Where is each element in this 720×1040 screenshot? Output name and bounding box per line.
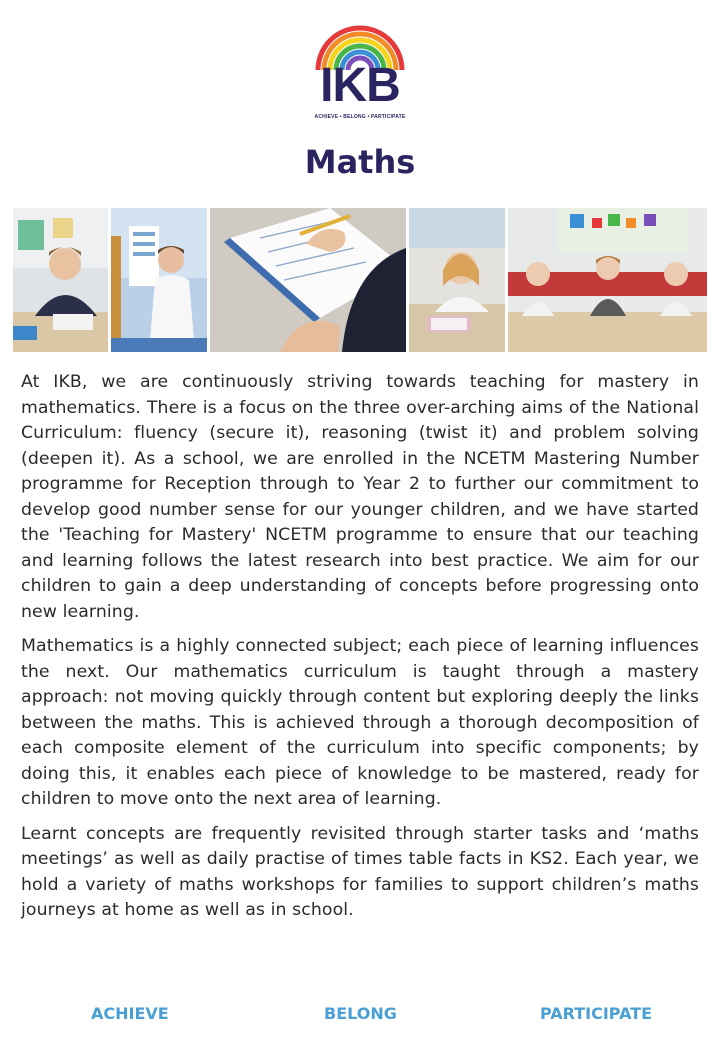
paragraph-curriculum: Mathematics is a highly connected subject; each piece of learning influences the next. Our mathematics curriculum is taught through a mastery approach: not moving quickly through content but exploring deeply the links between the maths. This is achieved through a thorough decomposition of each composite element of the curriculum into specific components; by doing this, it enables each piece of knowledge to be mastered, ready for children to move onto the next area of learning. <box>21 636 699 809</box>
photo-strip <box>13 208 707 352</box>
paragraph-intro: At IKB, we are continuously striving towards teaching for mastery in mathematics. There is a focus on the three over-arching aims of the National Curriculum: fluency (secure it), reasoning (twist it) and problem solving (deepen it). As a school, we are enrolled in the NCETM Mastering Number programme for Reception through to Year 2 to further our commitment to develop good number sense for our younger children, and we have started the 'Teaching for Mastery' NCETM programme to ensure that our teaching and learning follows the latest research into best practice. We aim for our children to gain a deep understanding of concepts before progressing onto new learning. <box>21 372 699 622</box>
page-title: Maths <box>304 143 416 181</box>
photo-boy-at-board <box>111 208 207 352</box>
photo-girl-reading <box>409 208 505 352</box>
logo-wordmark: IKB <box>320 59 400 112</box>
footer-participate: PARTICIPATE <box>540 1004 653 1023</box>
logo-tagline: ACHIEVE • BELONG • PARTICIPATE <box>314 114 406 120</box>
body-text <box>21 370 699 933</box>
footer-achieve: ACHIEVE <box>91 1004 169 1023</box>
school-logo <box>310 22 410 127</box>
footer-belong: BELONG <box>324 1004 397 1023</box>
photo-group-at-table <box>508 208 707 352</box>
photo-boy-writing <box>13 208 108 352</box>
photo-pencil-worksheet <box>210 208 406 352</box>
footer-values <box>0 1004 720 1028</box>
paragraph-revisiting: Learnt concepts are frequently revisited through starter tasks and ‘maths meetings’ as well as daily practise of times table facts in KS2. Each year, we hold a variety of maths workshops for families to support children’s maths journeys at home as well as in school. <box>21 823 699 920</box>
